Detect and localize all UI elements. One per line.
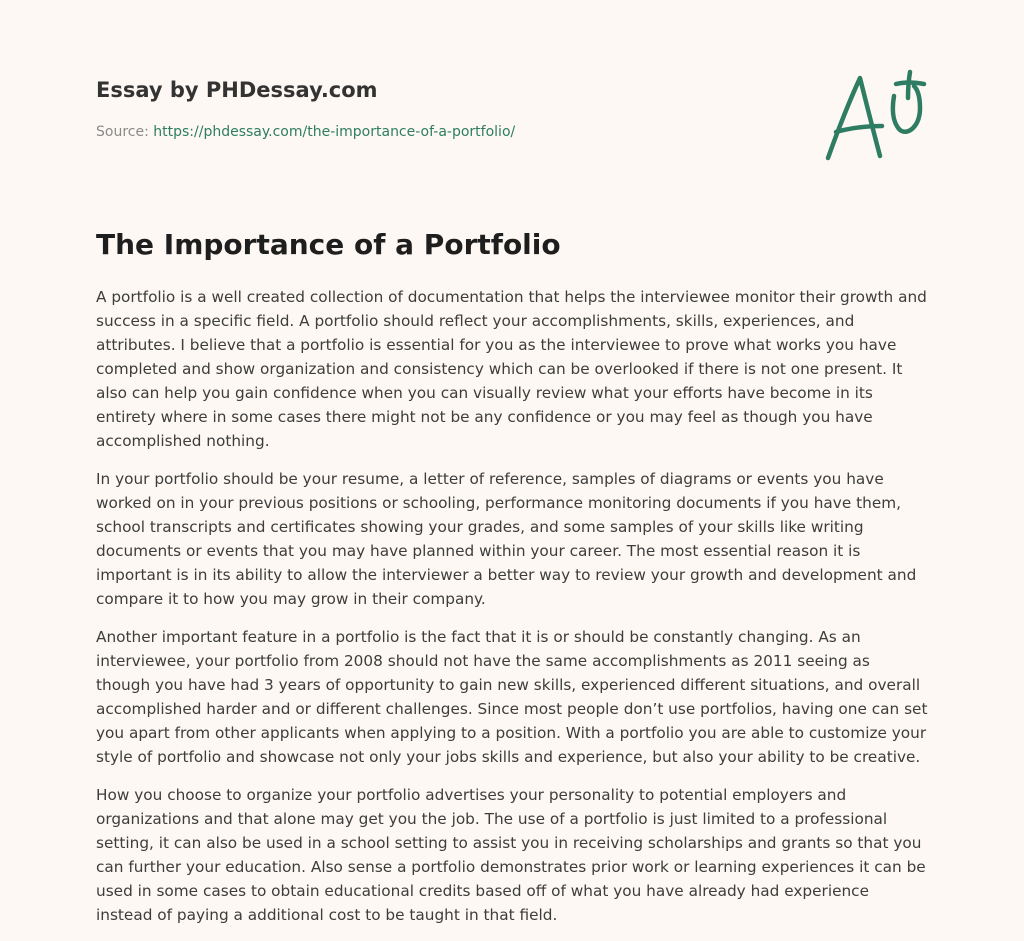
article-body — [96, 285, 928, 941]
paragraph: In your portfolio should be your resume, a letter of reference, samples of diagrams or events you have worked on in your previous positions or schooling, performance monitoring documents if you have them, school transcripts and certificates showing your grades, and some samples of your skills like writing documents or events that you may have planned within your career. The most essential reason it is important is in its ability to allow the interviewer a better way to review your growth and development and compare it to how you may grow in their company. — [96, 470, 917, 608]
paragraph: How you choose to organize your portfolio advertises your personality to potential employers and organizations and that alone may get you the job. The use of a portfolio is just limited to a professional setting, it can also be used in a school setting to assist you in receiving scholarships and grants so that you can further your education. Also sense a portfolio demonstrates prior work or learning experiences it can be used in some cases to obtain educational credits based off of what you have already had experience instead of paying a additional cost to be taught in that field. — [96, 786, 926, 924]
paragraph: A portfolio is a well created collection of documentation that helps the interviewee monitor their growth and success in a specific field. A portfolio should reflect your accomplishments, skills, experiences, and attributes. I believe that a portfolio is essential for you as the interviewee to prove what works you have completed and show organization and consistency which can be overlooked if there is not one present. It also can help you gain confidence when you can visually review what your efforts have become in its entirety where in some cases there might not be any confidence or you may feel as though you have accomplished nothing. — [96, 288, 927, 450]
source-label: Source: — [96, 124, 149, 140]
source-link[interactable]: https://phdessay.com/the-importance-of-a-portfolio/ — [153, 124, 516, 140]
paragraph: Another important feature in a portfolio is the fact that it is or should be constantly changing. As an interviewee, your portfolio from 2008 should not have the same accomplishments as 2011 seeing as though you have had 3 years of opportunity to gain new skills, experienced different situations, and overall accomplished harder and or different challenges. Since most people don’t use portfolios, having one can set you apart from other applicants when applying to a position. With a portfolio you are able to customize your style of portfolio and showcase not only your jobs skills and experience, but also your ability to be creative. — [96, 628, 928, 766]
site-brand: Essay by PHDessay.com — [96, 78, 378, 102]
a-plus-logo-icon — [822, 68, 930, 166]
page-header — [96, 76, 796, 142]
source-line — [96, 122, 796, 142]
page-title: The Importance of a Portfolio — [96, 228, 561, 261]
